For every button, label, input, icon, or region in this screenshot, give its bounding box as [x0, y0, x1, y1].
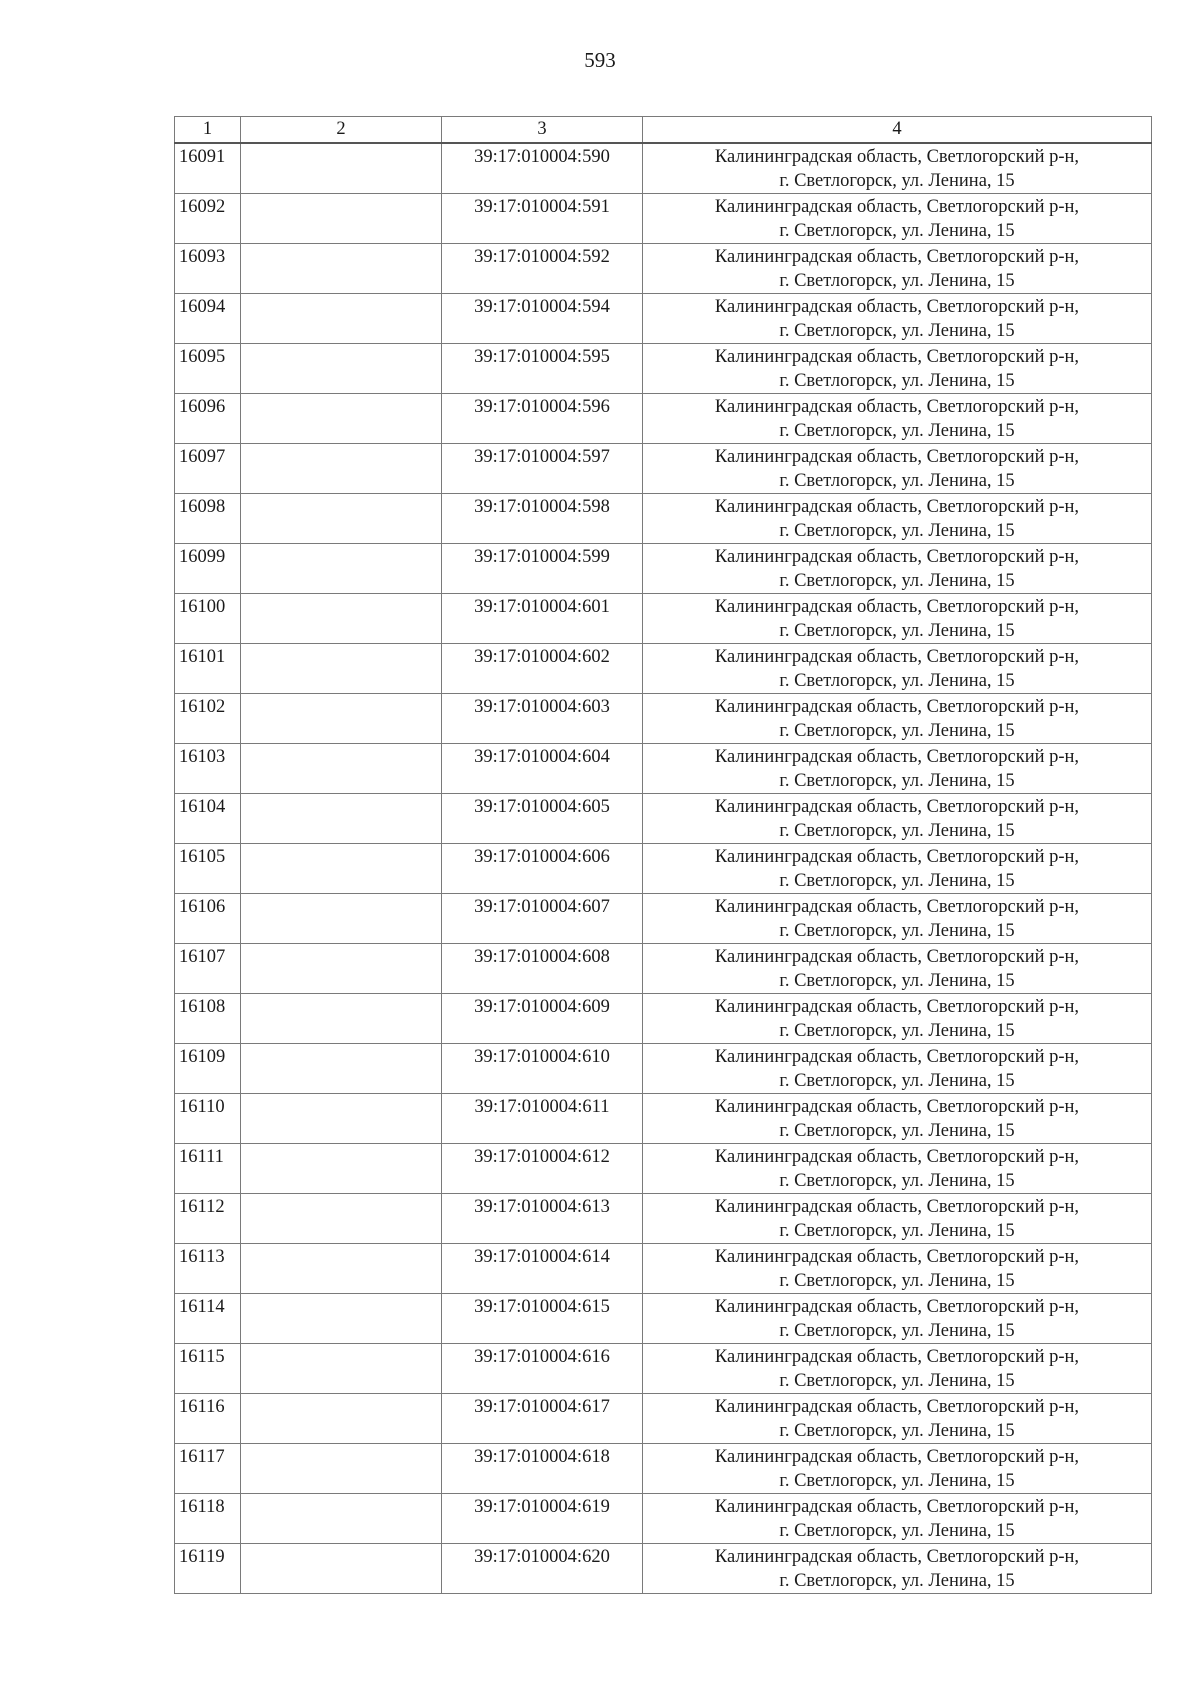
cadastral-number: 39:17:010004:614 [442, 1244, 643, 1294]
address [643, 694, 1152, 744]
row-number: 16117 [175, 1444, 241, 1494]
row-number: 16097 [175, 444, 241, 494]
cadastral-number: 39:17:010004:591 [442, 194, 643, 244]
cadastral-number: 39:17:010004:619 [442, 1494, 643, 1544]
row-col-2 [241, 1294, 442, 1344]
address-line-2: г. Светлогорск, ул. Ленина, 15 [779, 371, 1015, 391]
row-number: 16116 [175, 1394, 241, 1444]
row-col-2 [241, 1194, 442, 1244]
cadastral-number: 39:17:010004:602 [442, 644, 643, 694]
address [643, 1244, 1152, 1294]
cadastral-number: 39:17:010004:605 [442, 794, 643, 844]
cadastral-number: 39:17:010004:608 [442, 944, 643, 994]
table-row [175, 644, 1152, 694]
address-line-1: Калининградская область, Светлогорский р-н, [714, 297, 1080, 317]
address-line-1: Калининградская область, Светлогорский р-н, [714, 497, 1080, 517]
address-line-1: Калининградская область, Светлогорский р-н, [714, 1497, 1080, 1517]
row-col-2 [241, 544, 442, 594]
cadastral-number: 39:17:010004:615 [442, 1294, 643, 1344]
table-row [175, 544, 1152, 594]
address [643, 1344, 1152, 1394]
address-line-1: Калининградская область, Светлогорский р-н, [714, 1097, 1080, 1117]
address-line-2: г. Светлогорск, ул. Ленина, 15 [779, 621, 1015, 641]
address [643, 194, 1152, 244]
row-number: 16095 [175, 344, 241, 394]
address-line-1: Калининградская область, Светлогорский р-н, [714, 447, 1080, 467]
row-number: 16093 [175, 244, 241, 294]
row-col-2 [241, 494, 442, 544]
row-number: 16105 [175, 844, 241, 894]
table-row [175, 894, 1152, 944]
address-line-2: г. Светлогорск, ул. Ленина, 15 [779, 1471, 1015, 1491]
address [643, 444, 1152, 494]
address [643, 1494, 1152, 1544]
address [643, 1294, 1152, 1344]
address [643, 644, 1152, 694]
address-line-2: г. Светлогорск, ул. Ленина, 15 [779, 571, 1015, 591]
table-row [175, 1144, 1152, 1194]
row-number: 16102 [175, 694, 241, 744]
table-row [175, 844, 1152, 894]
row-number: 16114 [175, 1294, 241, 1344]
address-line-2: г. Светлогорск, ул. Ленина, 15 [779, 721, 1015, 741]
cadastral-number: 39:17:010004:597 [442, 444, 643, 494]
cadastral-number: 39:17:010004:594 [442, 294, 643, 344]
row-number: 16119 [175, 1544, 241, 1594]
address-line-1: Калининградская область, Светлогорский р-н, [714, 1297, 1080, 1317]
address-line-2: г. Светлогорск, ул. Ленина, 15 [779, 321, 1015, 341]
row-col-2 [241, 844, 442, 894]
header-col-1: 1 [175, 117, 241, 144]
address-line-2: г. Светлогорск, ул. Ленина, 15 [779, 1521, 1015, 1541]
address-line-1: Калининградская область, Светлогорский р-н, [714, 947, 1080, 967]
address [643, 1544, 1152, 1594]
row-col-2 [241, 944, 442, 994]
row-number: 16091 [175, 143, 241, 194]
table-row [175, 344, 1152, 394]
row-number: 16104 [175, 794, 241, 844]
address-line-1: Калининградская область, Светлогорский р-н, [714, 647, 1080, 667]
address [643, 344, 1152, 394]
cadastral-number: 39:17:010004:598 [442, 494, 643, 544]
address [643, 1394, 1152, 1444]
address [643, 894, 1152, 944]
address-line-2: г. Светлогорск, ул. Ленина, 15 [779, 1021, 1015, 1041]
address [643, 1194, 1152, 1244]
table-row [175, 444, 1152, 494]
row-col-2 [241, 1444, 442, 1494]
cadastral-number: 39:17:010004:609 [442, 994, 643, 1044]
table-row [175, 244, 1152, 294]
row-number: 16109 [175, 1044, 241, 1094]
row-col-2 [241, 744, 442, 794]
row-col-2 [241, 143, 442, 194]
address-line-2: г. Светлогорск, ул. Ленина, 15 [779, 1171, 1015, 1191]
address-line-2: г. Светлогорск, ул. Ленина, 15 [779, 171, 1015, 191]
table-row [175, 994, 1152, 1044]
address-line-1: Калининградская область, Светлогорский р-н, [714, 1147, 1080, 1167]
address [643, 1044, 1152, 1094]
address [643, 794, 1152, 844]
address [643, 544, 1152, 594]
row-number: 16106 [175, 894, 241, 944]
address-line-2: г. Светлогорск, ул. Ленина, 15 [779, 1271, 1015, 1291]
cadastral-number: 39:17:010004:603 [442, 694, 643, 744]
table-row [175, 1094, 1152, 1144]
address-line-1: Калининградская область, Светлогорский р-н, [714, 797, 1080, 817]
row-col-2 [241, 994, 442, 1044]
address [643, 294, 1152, 344]
table-row [175, 143, 1152, 194]
address-line-2: г. Светлогорск, ул. Ленина, 15 [779, 1421, 1015, 1441]
row-col-2 [241, 1044, 442, 1094]
address-line-1: Калининградская область, Светлогорский р-н, [714, 1397, 1080, 1417]
row-number: 16103 [175, 744, 241, 794]
address-line-2: г. Светлогорск, ул. Ленина, 15 [779, 921, 1015, 941]
cadastral-number: 39:17:010004:617 [442, 1394, 643, 1444]
row-col-2 [241, 1544, 442, 1594]
row-number: 16101 [175, 644, 241, 694]
address-line-1: Калининградская область, Светлогорский р-н, [714, 1247, 1080, 1267]
cadastral-number: 39:17:010004:607 [442, 894, 643, 944]
address-line-1: Калининградская область, Светлогорский р-н, [714, 1547, 1080, 1567]
cadastral-number: 39:17:010004:606 [442, 844, 643, 894]
cadastral-number: 39:17:010004:610 [442, 1044, 643, 1094]
address [643, 994, 1152, 1044]
row-col-2 [241, 1344, 442, 1394]
row-col-2 [241, 194, 442, 244]
cadastral-number: 39:17:010004:595 [442, 344, 643, 394]
address-line-1: Калининградская область, Светлогорский р-н, [714, 1447, 1080, 1467]
header-col-4: 4 [643, 117, 1152, 144]
row-col-2 [241, 1494, 442, 1544]
address-line-2: г. Светлогорск, ул. Ленина, 15 [779, 671, 1015, 691]
table-row [175, 1394, 1152, 1444]
table-row [175, 794, 1152, 844]
table-row [175, 1244, 1152, 1294]
table-row [175, 1344, 1152, 1394]
table-row [175, 1494, 1152, 1544]
address [643, 244, 1152, 294]
address [643, 143, 1152, 194]
address-line-1: Калининградская область, Светлогорский р-н, [714, 247, 1080, 267]
row-col-2 [241, 644, 442, 694]
cadastral-number: 39:17:010004:612 [442, 1144, 643, 1194]
row-number: 16110 [175, 1094, 241, 1144]
row-number: 16096 [175, 394, 241, 444]
row-number: 16099 [175, 544, 241, 594]
cadastral-number: 39:17:010004:604 [442, 744, 643, 794]
address-line-1: Калининградская область, Светлогорский р-н, [714, 697, 1080, 717]
table-row [175, 594, 1152, 644]
address-line-2: г. Светлогорск, ул. Ленина, 15 [779, 421, 1015, 441]
row-col-2 [241, 1094, 442, 1144]
row-col-2 [241, 694, 442, 744]
table-row [175, 1044, 1152, 1094]
row-col-2 [241, 344, 442, 394]
row-number: 16094 [175, 294, 241, 344]
registry-table [174, 116, 1152, 1594]
row-col-2 [241, 1394, 442, 1444]
address [643, 1144, 1152, 1194]
address-line-2: г. Светлогорск, ул. Ленина, 15 [779, 221, 1015, 241]
table-row [175, 1194, 1152, 1244]
address-line-2: г. Светлогорск, ул. Ленина, 15 [779, 1571, 1015, 1591]
cadastral-number: 39:17:010004:596 [442, 394, 643, 444]
table-row [175, 694, 1152, 744]
table-row [175, 1444, 1152, 1494]
address-line-1: Калининградская область, Светлогорский р-н, [714, 997, 1080, 1017]
address-line-2: г. Светлогорск, ул. Ленина, 15 [779, 521, 1015, 541]
address-line-2: г. Светлогорск, ул. Ленина, 15 [779, 971, 1015, 991]
row-col-2 [241, 394, 442, 444]
header-col-3: 3 [442, 117, 643, 144]
header-col-2: 2 [241, 117, 442, 144]
cadastral-number: 39:17:010004:601 [442, 594, 643, 644]
row-col-2 [241, 244, 442, 294]
row-col-2 [241, 1144, 442, 1194]
address-line-2: г. Светлогорск, ул. Ленина, 15 [779, 1321, 1015, 1341]
table-row [175, 744, 1152, 794]
header-row [175, 117, 1152, 144]
cadastral-number: 39:17:010004:611 [442, 1094, 643, 1144]
row-number: 16115 [175, 1344, 241, 1394]
address-line-1: Калининградская область, Светлогорский р-н, [714, 1197, 1080, 1217]
address-line-1: Калининградская область, Светлогорский р-н, [714, 1347, 1080, 1367]
cadastral-number: 39:17:010004:618 [442, 1444, 643, 1494]
address-line-1: Калининградская область, Светлогорский р-н, [714, 747, 1080, 767]
row-col-2 [241, 444, 442, 494]
cadastral-number: 39:17:010004:590 [442, 143, 643, 194]
row-col-2 [241, 794, 442, 844]
address-line-1: Калининградская область, Светлогорский р-н, [714, 397, 1080, 417]
address-line-2: г. Светлогорск, ул. Ленина, 15 [779, 821, 1015, 841]
address-line-2: г. Светлогорск, ул. Ленина, 15 [779, 1371, 1015, 1391]
table-row [175, 194, 1152, 244]
row-number: 16111 [175, 1144, 241, 1194]
table-row [175, 944, 1152, 994]
address-line-2: г. Светлогорск, ул. Ленина, 15 [779, 1071, 1015, 1091]
row-col-2 [241, 1244, 442, 1294]
address-line-1: Калининградская область, Светлогорский р-н, [714, 1047, 1080, 1067]
address-line-2: г. Светлогорск, ул. Ленина, 15 [779, 871, 1015, 891]
address-line-2: г. Светлогорск, ул. Ленина, 15 [779, 1121, 1015, 1141]
address-line-1: Калининградская область, Светлогорский р-н, [714, 347, 1080, 367]
address [643, 394, 1152, 444]
address-line-1: Калининградская область, Светлогорский р-н, [714, 897, 1080, 917]
address-line-2: г. Светлогорск, ул. Ленина, 15 [779, 771, 1015, 791]
address-line-2: г. Светлогорск, ул. Ленина, 15 [779, 471, 1015, 491]
row-number: 16108 [175, 994, 241, 1044]
address-line-2: г. Светлогорск, ул. Ленина, 15 [779, 271, 1015, 291]
table-header [175, 117, 1152, 144]
address [643, 594, 1152, 644]
address [643, 494, 1152, 544]
row-number: 16107 [175, 944, 241, 994]
row-col-2 [241, 294, 442, 344]
address [643, 1444, 1152, 1494]
table-row [175, 1294, 1152, 1344]
address-line-1: Калининградская область, Светлогорский р-н, [714, 597, 1080, 617]
row-col-2 [241, 594, 442, 644]
cadastral-number: 39:17:010004:620 [442, 1544, 643, 1594]
address-line-1: Калининградская область, Светлогорский р-н, [714, 547, 1080, 567]
table-body [175, 143, 1152, 1594]
row-col-2 [241, 894, 442, 944]
address [643, 944, 1152, 994]
row-number: 16112 [175, 1194, 241, 1244]
cadastral-number: 39:17:010004:616 [442, 1344, 643, 1394]
address [643, 744, 1152, 794]
address-line-1: Калининградская область, Светлогорский р-н, [714, 147, 1080, 167]
page-number: 593 [584, 48, 616, 72]
table-row [175, 494, 1152, 544]
row-number: 16118 [175, 1494, 241, 1544]
cadastral-number: 39:17:010004:592 [442, 244, 643, 294]
cadastral-number: 39:17:010004:599 [442, 544, 643, 594]
row-number: 16092 [175, 194, 241, 244]
cadastral-number: 39:17:010004:613 [442, 1194, 643, 1244]
address [643, 844, 1152, 894]
table-row [175, 1544, 1152, 1594]
row-number: 16098 [175, 494, 241, 544]
row-number: 16113 [175, 1244, 241, 1294]
row-number: 16100 [175, 594, 241, 644]
table-row [175, 294, 1152, 344]
address-line-1: Калининградская область, Светлогорский р-н, [714, 197, 1080, 217]
address-line-2: г. Светлогорск, ул. Ленина, 15 [779, 1221, 1015, 1241]
address [643, 1094, 1152, 1144]
address-line-1: Калининградская область, Светлогорский р-н, [714, 847, 1080, 867]
table-row [175, 394, 1152, 444]
